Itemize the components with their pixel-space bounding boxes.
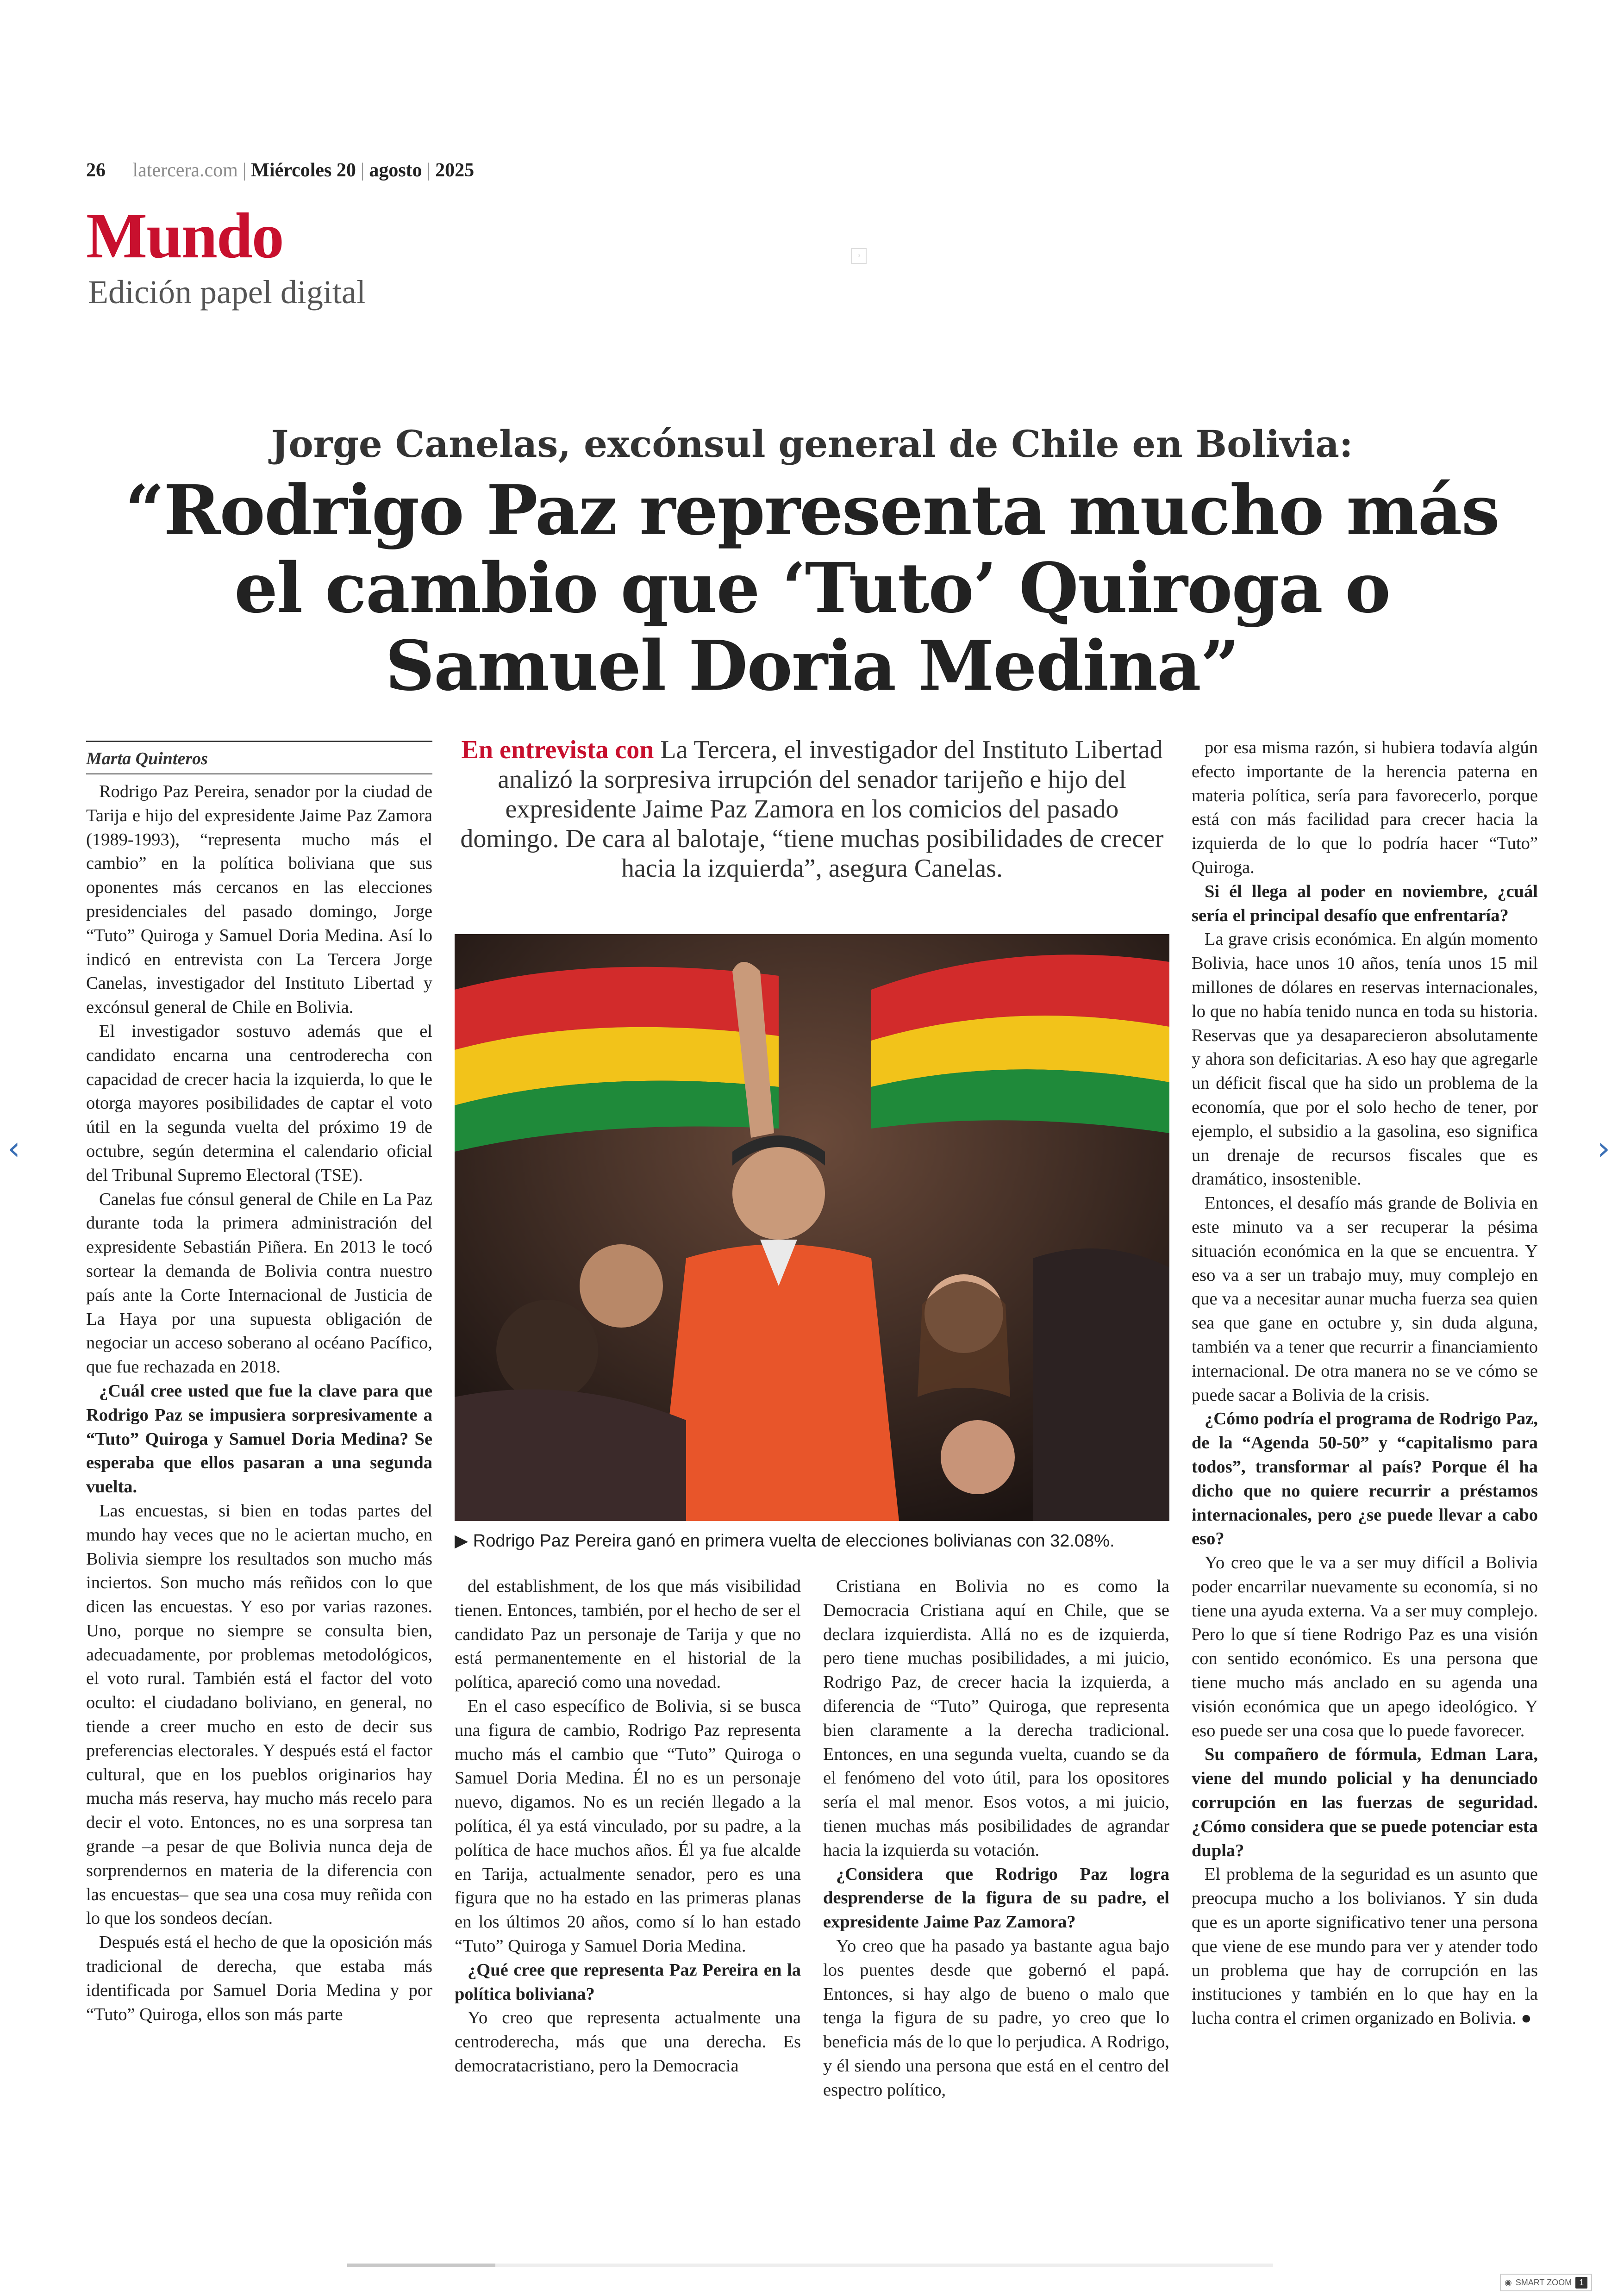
folio: 26 latercera.com | Miércoles 20 | agosto | 2025 bbox=[86, 160, 475, 181]
page-marker-icon: ▫ bbox=[851, 248, 867, 264]
paragraph: Cristiana en Bolivia no es como la Democracia Cristiana aquí en Chile, que se declara izquierdista. Allá no es de izquierda, pero tiene muchas posibilidades, a mi juicio, Rodrigo Paz, de crecer hacia la izquierda, a diferencia de “Tuto” Quiroga, que representa bien claramente a la derecha tradicional. Entonces, en una segunda vuelta, cuando se da el fenómeno del voto útil, para los opositores sería el mal menor. Esos votos, a mi juicio, tienen muchas más posibilidades de agrandar hacia la izquierda su votación. bbox=[823, 1577, 1169, 1860]
eye-icon: ◉ bbox=[1505, 2277, 1512, 2287]
scroll-progress-fill bbox=[347, 2264, 495, 2267]
paragraph: Yo creo que representa actualmente una centroderecha, más que una derecha. Es democratacristiano, pero la Democracia bbox=[455, 2008, 801, 2076]
date-month: agosto bbox=[369, 160, 422, 181]
paragraph: del establishment, de los que más visibilidad tienen. Entonces, también, por el hecho de ser el candidato Paz un personaje de Tarija y que no está permanentemente en el historial de la política, apareció como una novedad. bbox=[455, 1577, 801, 1692]
column-1 bbox=[86, 780, 432, 2027]
lead-highlight: En entrevista con bbox=[461, 736, 654, 764]
section-title: Mundo bbox=[86, 200, 283, 272]
interview-question: ¿Considera que Rodrigo Paz logra desprenderse de la figura de su padre, el expresidente Jaime Paz Zamora? bbox=[823, 1864, 1169, 1932]
paragraph: El investigador sostuvo además que el candidato encarna una centroderecha con capacidad de crecer hacia la izquierda, lo que le otorga mayores posibilidades de captar el voto útil en la segunda vuelta del próximo 19 de octubre, según determina el calendario oficial del Tribunal Supremo Electoral (TSE). bbox=[86, 1021, 432, 1185]
date-day: Miércoles 20 bbox=[251, 160, 356, 181]
paragraph: Canelas fue cónsul general de Chile en La Paz durante toda la primera administración del expresidente Sebastián Piñera. En 2013 le tocó sortear la demanda de Bolivia contra nuestro país ante la Corte Internacional de Justicia de La Haya por una supuesta obligación de negociar un acceso soberano al océano Pacífico, que fue rechazada en 2018. bbox=[86, 1189, 432, 1377]
article-photo bbox=[455, 934, 1169, 1521]
scroll-progress-bar[interactable] bbox=[347, 2264, 1273, 2267]
paragraph: Entonces, el desafío más grande de Bolivia en este minuto va a ser recuperar la pésima situación económica en la que se encuentra. Y eso va a ser un trabajo muy, muy complejo en que va a necesitar aunar mucha fuerza sea quien sea que gane en octubre y, sin duda alguna, también va a tener que recurrir a financiamiento internacional. De otra manera no se ve cómo se puede sacar a Bolivia de la crisis. bbox=[1192, 1193, 1538, 1405]
interview-question: ¿Qué cree que representa Paz Pereira en la política boliviana? bbox=[455, 1960, 801, 2004]
paragraph: El problema de la seguridad es un asunto que preocupa mucho a los bolivianos. Y sin duda que es un aporte significativo tener una persona que viene de ese mundo para ver y atender todo un problema que hay de corrupción en las instituciones y también en lo que hay en la lucha contra el crimen organizado en Bolivia. ● bbox=[1192, 1865, 1538, 2028]
paragraph: La grave crisis económica. En algún momento Bolivia, hace unos 10 años, tenía unos 15 mil millones de dólares en reservas internacionales, lo que no había tenido nunca en toda su historia. Reservas que ya desaparecieron absolutamente y ahora son deficitarias. A eso hay que agregarle un déficit fiscal que ha sido un problema de la economía, que por el solo hecho de tener, por ejemplo, el subsidio a la gasolina, eso significa un drenaje de recursos fiscales que es dramático, insostenible. bbox=[1192, 929, 1538, 1189]
page-badge: 1 bbox=[1575, 2277, 1587, 2289]
next-page-button[interactable]: › bbox=[1597, 1129, 1610, 1167]
column-3 bbox=[823, 1575, 1169, 2102]
caption-arrow-icon: ▶ bbox=[455, 1531, 473, 1551]
paragraph: por esa misma razón, si hubiera todavía algún efecto importante de la herencia paterna en materia política, sería para favorecerlo, porque está con más facilidad para crecer hacia la izquierda de lo que lo podría hacer “Tuto” Quiroga. bbox=[1192, 738, 1538, 877]
smart-zoom-button[interactable] bbox=[1500, 2274, 1592, 2291]
caption-text: Rodrigo Paz Pereira ganó en primera vuelta de elecciones bolivianas con 32.08%. bbox=[473, 1531, 1115, 1551]
interview-question: ¿Cuál cree usted que fue la clave para que Rodrigo Paz se impusiera sorpresivamente a “Tuto” Quiroga y Samuel Doria Medina? Se esperaba que ellos pasaran a una segunda vuelta. bbox=[86, 1381, 432, 1497]
prev-page-button[interactable]: ‹ bbox=[7, 1129, 20, 1167]
photo-caption bbox=[455, 1530, 1169, 1551]
paragraph: Después está el hecho de que la oposición más tradicional de derecha, que estaba más identificada por Samuel Doria Medina y por “Tuto” Quiroga, ellos son más parte bbox=[86, 1933, 432, 2024]
byline: Marta Quinteros bbox=[86, 741, 432, 774]
edition-label: Edición papel digital bbox=[88, 274, 366, 311]
site-name: latercera.com bbox=[132, 160, 238, 181]
article-lead bbox=[455, 735, 1169, 883]
page-number: 26 bbox=[86, 160, 106, 181]
paragraph: Yo creo que ha pasado ya bastante agua bajo los puentes desde que gobernó el papá. Entonces, si hay algo de bueno o malo que tenga la figura de su padre, yo creo que lo beneficia más de lo que lo perjudica. A Rodrigo, y él siendo una persona que está en el centro del espectro político, bbox=[823, 1936, 1169, 2100]
paragraph: En el caso específico de Bolivia, si se busca una figura de cambio, Rodrigo Paz representa mucho más el cambio que “Tuto” Quiroga o Samuel Doria Medina. Él no es un personaje nuevo, digamos. No es un recién llegado a la política, él ya está vinculado, por su padre, a la política de hace muchos años. Él ya fue alcalde en Tarija, actualmente senador, pero es una figura que no ha estado en las primeras planas en los últimos 20 años, como sí lo han estado “Tuto” Quiroga y Samuel Doria Medina. bbox=[455, 1696, 801, 1956]
interview-question: ¿Cómo podría el programa de Rodrigo Paz, de la “Agenda 50-50” y “capitalismo para todos”, transformar al país? Porque él ha dicho que no quiere recurrir a préstamos internacionales, pero ¿se puede llevar a cabo eso? bbox=[1192, 1409, 1538, 1549]
paragraph: Yo creo que le va a ser muy difícil a Bolivia poder encarrilar nuevamente su economía, si no tiene una ayuda externa. Va a ser muy complejo. Pero lo que sí tiene Rodrigo Paz es una visión con sentido económico. Es una persona que tiene mucho más anclado en su agenda una visión económica que un apego ideológico. Y eso puede ser una cosa que lo puede favorecer. bbox=[1192, 1553, 1538, 1740]
paragraph: Las encuestas, si bien en todas partes del mundo hay veces que no le aciertan mucho, en Bolivia siempre los resultados son mucho más inciertos. Son mucho más reñidos con lo que dicen las encuestas. Y eso por varias razones. Uno, porque no siempre se consulta bien, adecuadamente, por problemas metodológicos, el voto rural. También está el factor del voto oculto: el ciudadano boliviano, en general, no tiende a creer mucho en esto de decir sus preferencias electorales. Y después está el factor cultural, que en los pueblos originarios hay mucha más reserva, hay mucho más recelo para decir el voto. Entonces, no es una sorpresa tan grande –a pesar de que Bolivia nunca deja de sorprendernos en materia de la diferencia con las encuestas– que sea una cosa muy reñida con lo que los sondeos decían. bbox=[86, 1501, 432, 1928]
paragraph: Rodrigo Paz Pereira, senador por la ciudad de Tarija e hijo del expresidente Jaime Paz Zamora (1989-1993), “representa mucho más el cambio” en la política boliviana que sus oponentes más cercanos en las elecciones presidenciales del pasado domingo, Jorge “Tuto” Quiroga y Samuel Doria Medina. Así lo indicó en entrevista con La Tercera Jorge Canelas, investigador del Instituto Libertad y excónsul general de Chile en Bolivia. bbox=[86, 782, 432, 1017]
smart-zoom-label: SMART ZOOM bbox=[1515, 2277, 1572, 2287]
lead-text: La Tercera, el investigador del Instituto Libertad analizó la sorpresiva irrupción del senador tarijeño e hijo del expresidente Jaime Paz Zamora en los comicios del pasado domingo. De cara al balotaje, “tiene muchas posibilidades de crecer hacia la izquierda”, asegura Canelas. bbox=[460, 736, 1164, 883]
rally-photo-illustration bbox=[455, 934, 1169, 1521]
article-kicker: Jorge Canelas, excónsul general de Chile en Bolivia: bbox=[271, 422, 1353, 466]
date-year: 2025 bbox=[435, 160, 475, 181]
column-4 bbox=[1192, 736, 1538, 2031]
article-headline: “Rodrigo Paz representa mucho más el cambio que ‘Tuto’ Quiroga o Samuel Doria Medina” bbox=[125, 470, 1499, 706]
interview-question: Si él llega al poder en noviembre, ¿cuál sería el principal desafío que enfrentaría? bbox=[1192, 881, 1538, 925]
interview-question: Su compañero de fórmula, Edman Lara, viene del mundo policial y ha denunciado corrupción en las fuerzas de seguridad. ¿Cómo considera que se puede potenciar esta dupla? bbox=[1192, 1745, 1538, 1860]
column-2 bbox=[455, 1575, 801, 2078]
